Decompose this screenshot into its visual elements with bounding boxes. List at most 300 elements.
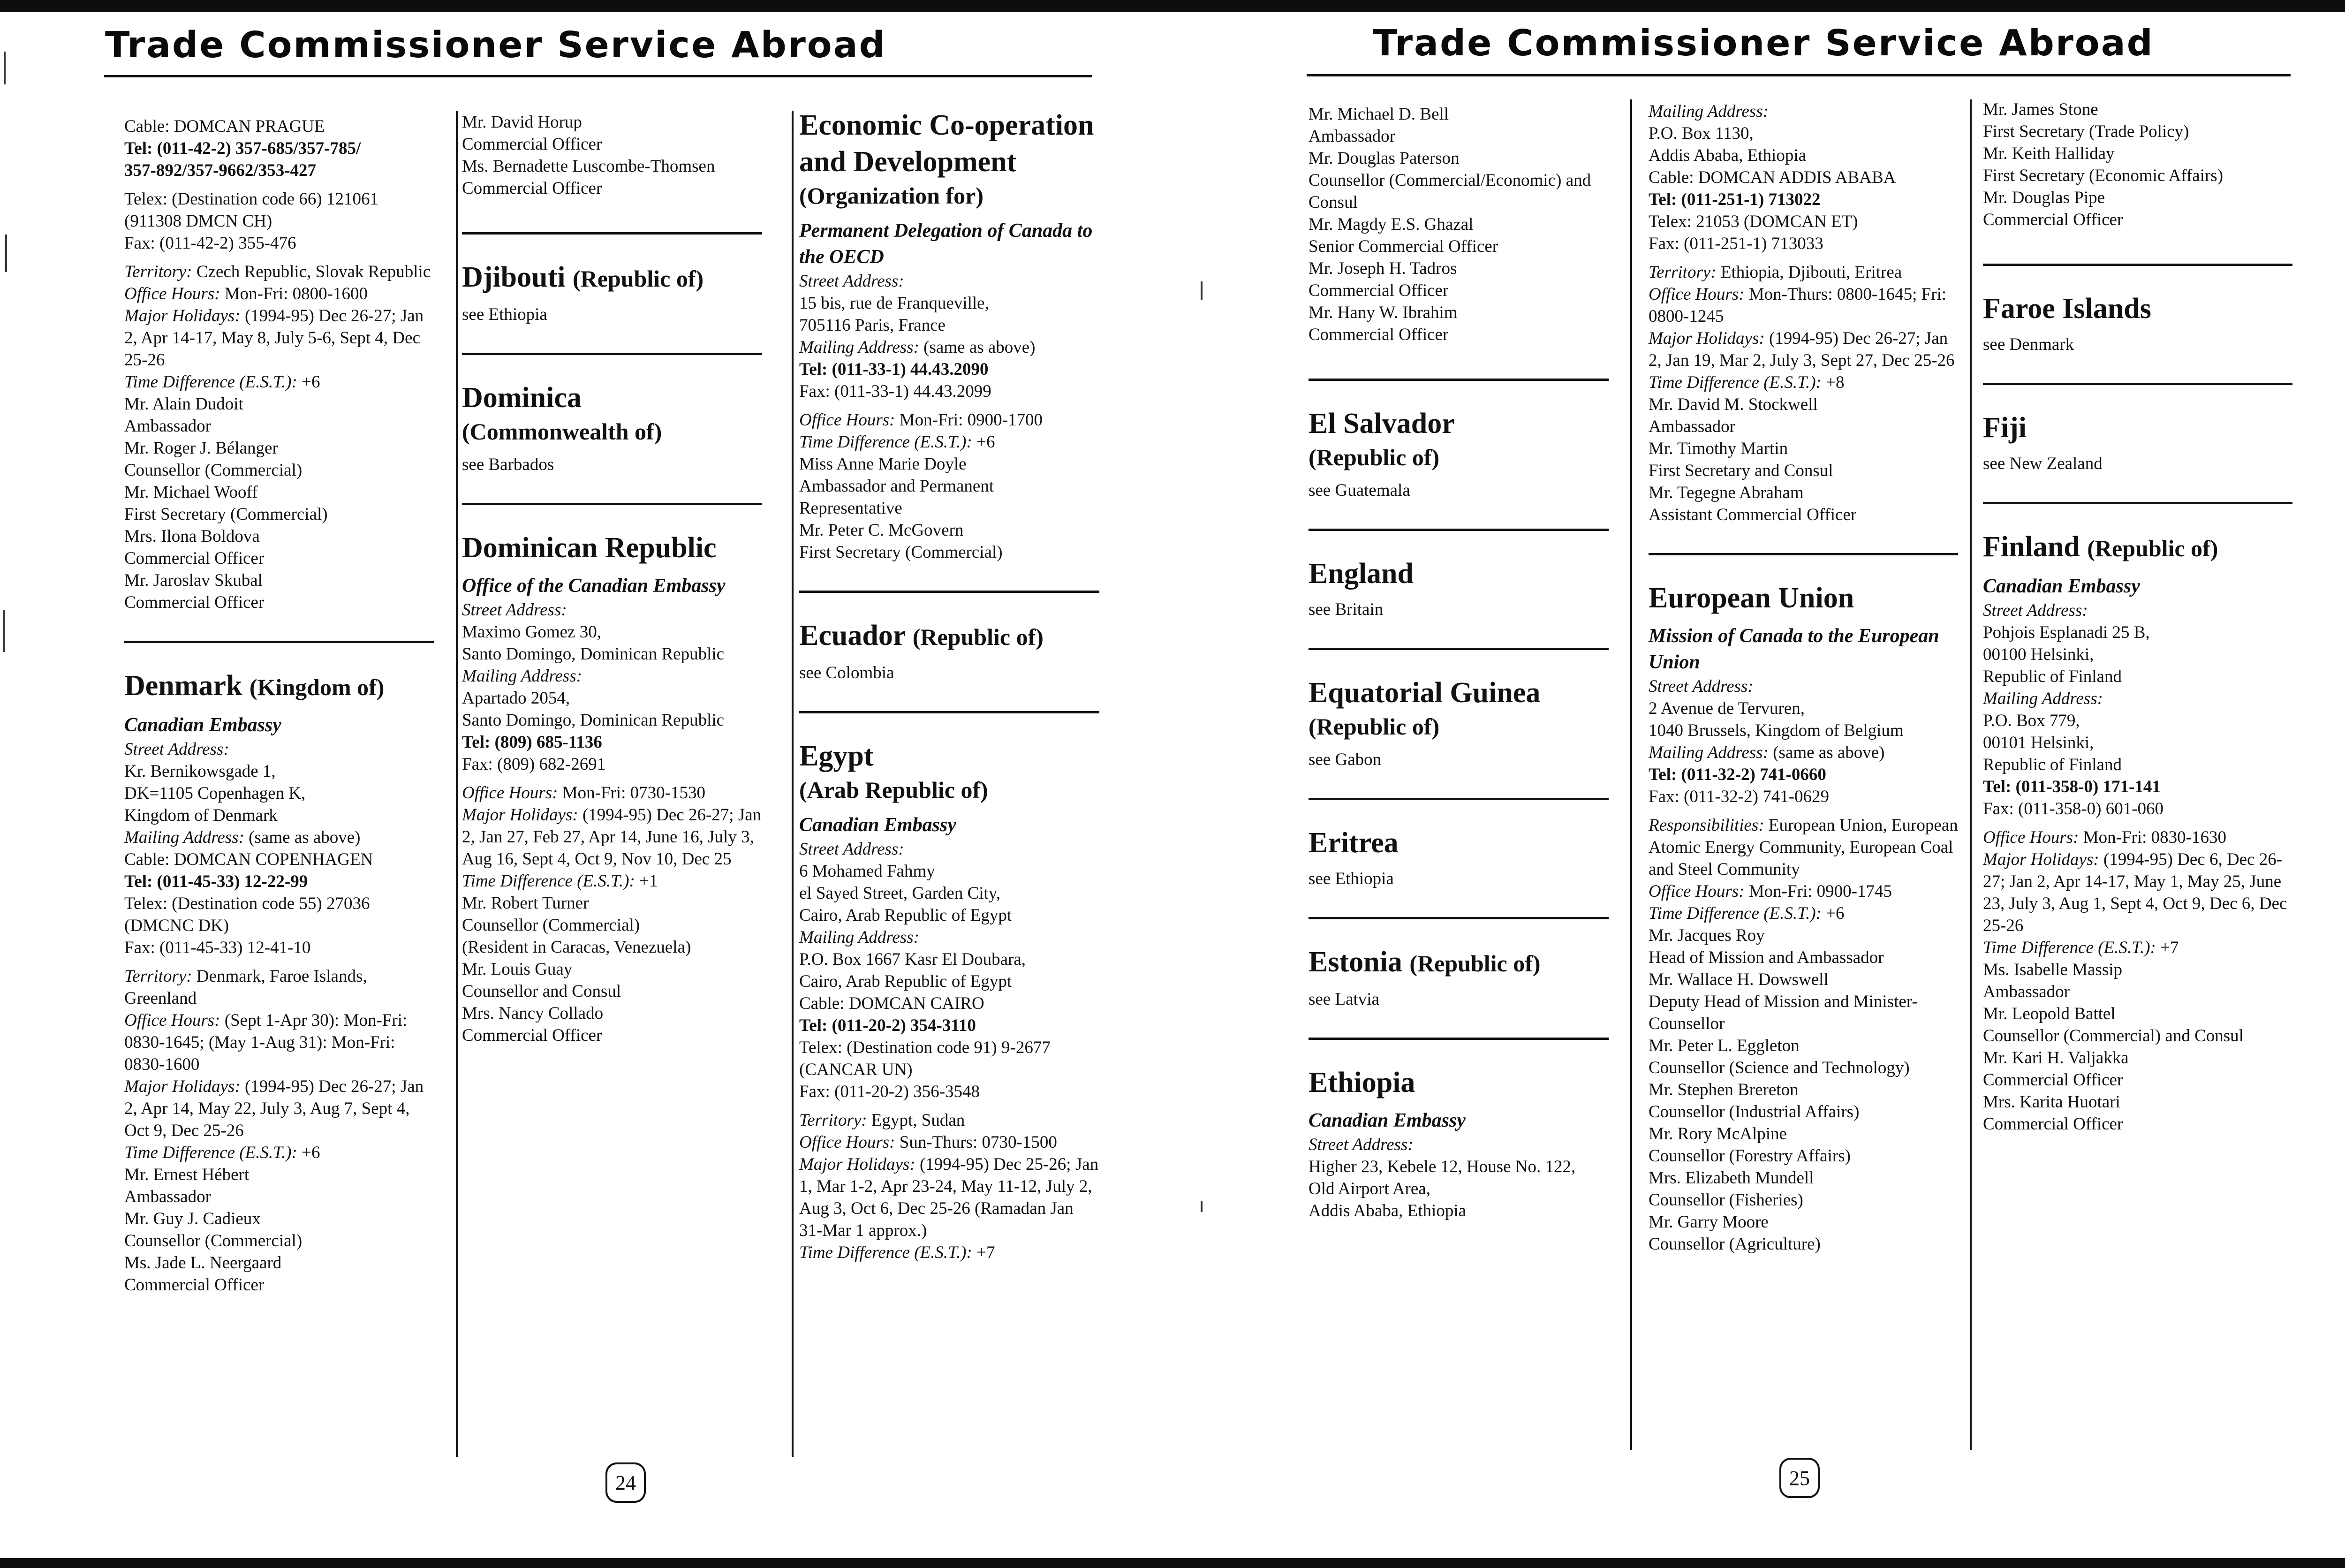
cross-reference: see Colombia	[799, 663, 894, 682]
staff-title: Counsellor (Commercial)	[462, 916, 640, 935]
staff-title: Assistant Commercial Officer	[1649, 505, 1857, 524]
staff-entry	[462, 155, 762, 199]
field-value-line: Cairo, Arab Republic of Egypt	[799, 906, 1012, 925]
field	[124, 261, 434, 283]
field-value: Czech Republic, Slovak Republic	[196, 262, 431, 281]
field-label: Office Hours:	[462, 783, 558, 803]
section-rule	[1309, 379, 1609, 381]
contact-line: Fax: (011-20-2) 356-3548	[799, 1082, 980, 1101]
field-value: European Union, European Atomic Energy Community, European Coal and Steel Community	[1649, 816, 1958, 879]
scan-mark	[1201, 1201, 1203, 1212]
staff-name: Mr. Garry Moore	[1649, 1212, 1769, 1232]
field-label: Time Difference (E.S.T.):	[1649, 904, 1822, 923]
field	[1983, 826, 2292, 848]
field-value: Mon-Fri: 0900-1700	[899, 410, 1043, 430]
country-name: Ecuador	[799, 620, 906, 651]
field-value-line: Republic of Finland	[1983, 667, 2122, 686]
column-divider	[792, 111, 794, 1457]
field-value: 15 bis, rue de Franqueville,	[799, 294, 989, 313]
staff-name: Mr. Kari H. Valjakka	[1983, 1048, 2129, 1068]
field-label: Mailing Address:	[1983, 689, 2103, 708]
staff-entry	[1309, 302, 1609, 346]
field-value: (Sept 1-Apr 30): Mon-Fri: 0830-1645; (May 1-Aug 31): Mon-Fri: 0830-1600	[124, 1011, 408, 1074]
section-rule	[462, 353, 762, 355]
staff-name: Mr. Keith Halliday	[1983, 144, 2115, 163]
field-value-line: Kingdom of Denmark	[124, 806, 278, 825]
field	[1649, 902, 1958, 924]
field	[799, 1242, 1099, 1264]
field-value: Mon-Fri: 0730-1530	[562, 783, 705, 803]
country-suffix: (Republic of)	[572, 265, 704, 292]
field-value: Higher 23, Kebele 12, House No. 122,	[1309, 1157, 1576, 1176]
field	[799, 409, 1099, 431]
staff-title: First Secretary and Consul	[1649, 461, 1833, 480]
field-value: (same as above)	[1773, 743, 1885, 762]
field-value: 2 Avenue de Tervuren,	[1649, 699, 1805, 718]
staff-entry	[124, 481, 434, 525]
cross-reference: see Ethiopia	[1309, 869, 1394, 888]
staff-entry	[1649, 438, 1958, 482]
column-2	[462, 111, 762, 1046]
staff-entry	[1649, 1035, 1958, 1079]
column-1	[124, 115, 434, 1296]
field-value: Denmark, Faroe Islands, Greenland	[124, 967, 367, 1008]
field-value-line: 00101 Helsinki,	[1983, 733, 2094, 752]
staff-title: Deputy Head of Mission and Minister-Counsellor	[1649, 992, 1918, 1033]
staff-name: Mr. Wallace H. Dowswell	[1649, 970, 1829, 989]
country-name: Egypt	[799, 740, 874, 772]
staff-title: Counsellor (Commercial) and Consul	[1983, 1026, 2244, 1045]
contact-line: 357-892/357-9662/353-427	[124, 161, 317, 180]
field	[1649, 814, 1958, 880]
contact-line: Tel: (011-20-2) 354-3110	[799, 1016, 976, 1035]
staff-entry	[1649, 1123, 1958, 1167]
field-value: (1994-95) Dec 26-27; Jan 2, Apr 14-17, May 8, July 5-6, Sept 4, Dec 25-26	[124, 306, 424, 370]
field-label: Mailing Address:	[1649, 743, 1769, 762]
staff-name: Mr. David Horup	[462, 113, 582, 132]
section-rule	[1309, 1038, 1609, 1040]
staff-entry	[1983, 959, 2292, 1003]
country-name: El Salvador	[1309, 408, 1455, 439]
field	[1649, 880, 1958, 902]
staff-title: Counsellor (Fisheries)	[1649, 1190, 1803, 1210]
country-heading	[1983, 290, 2292, 327]
field-value: Egypt, Sudan	[871, 1111, 965, 1130]
country-name: Ethiopia	[1309, 1067, 1415, 1098]
column-5	[1649, 100, 1958, 1255]
staff-name: Mr. Stephen Brereton	[1649, 1080, 1799, 1099]
staff-name: Mrs. Elizabeth Mundell	[1649, 1168, 1814, 1188]
section-rule	[124, 641, 434, 643]
section-rule	[1309, 529, 1609, 531]
staff-entry	[799, 519, 1099, 563]
field-label: Time Difference (E.S.T.):	[1983, 938, 2156, 957]
section-rule	[462, 232, 762, 235]
field-value: +6	[1826, 904, 1845, 923]
field-label: Office Hours:	[124, 1011, 220, 1030]
staff-entry	[1649, 1079, 1958, 1123]
staff-title: Commercial Officer	[124, 549, 265, 568]
staff-name: Mr. Joseph H. Tadros	[1309, 259, 1457, 278]
staff-title: Senior Commercial Officer	[1309, 237, 1498, 256]
staff-name: Mr. Peter C. McGovern	[799, 521, 964, 540]
country-heading	[799, 738, 1099, 805]
staff-name: Ms. Bernadette Luscombe-Thomsen	[462, 157, 715, 176]
staff-title: Head of Mission and Ambassador	[1649, 948, 1884, 967]
field	[462, 782, 762, 804]
staff-entry	[1309, 258, 1609, 302]
cross-reference: see Barbados	[462, 455, 554, 474]
column-divider	[456, 111, 458, 1457]
field	[799, 1153, 1099, 1242]
country-subtitle: (Organization for)	[799, 182, 983, 209]
field	[124, 1009, 434, 1076]
field	[124, 305, 434, 371]
contact-line: Tel: (011-358-0) 171-141	[1983, 777, 2161, 796]
country-heading	[1309, 674, 1609, 742]
staff-note: (Resident in Caracas, Venezuela)	[462, 938, 691, 957]
field-value: +6	[302, 1143, 320, 1162]
field-label: Mailing Address:	[462, 667, 582, 686]
contact-line: Cable: DOMCAN COPENHAGEN	[124, 850, 373, 869]
field-value-line: Republic of Finland	[1983, 755, 2122, 774]
staff-entry	[1649, 482, 1958, 526]
staff-title: Ambassador	[1649, 417, 1735, 436]
staff-title: Commercial Officer	[1309, 281, 1449, 300]
field-label: Street Address:	[799, 840, 904, 859]
field-value: +7	[2160, 938, 2179, 957]
staff-entry	[124, 1252, 434, 1296]
field-value: (1994-95) Dec 25-26; Jan 1, Mar 1-2, Apr 23-24, May 11-12, July 2, Aug 3, Oct 6, Dec 25-26 (Ramadan Jan 31-Mar 1 approx.)	[799, 1155, 1099, 1240]
country-name: Denmark	[124, 670, 242, 702]
country-heading	[462, 379, 762, 447]
staff-entry	[124, 437, 434, 481]
field-value: (same as above)	[923, 338, 1036, 357]
contact-line: (DMCNC DK)	[124, 916, 229, 935]
field	[462, 599, 762, 665]
contact-line: Fax: (809) 682-2691	[462, 755, 606, 774]
field-value: +6	[302, 372, 320, 392]
field-label: Territory:	[1649, 263, 1717, 282]
staff-title: Commercial Officer	[124, 1275, 265, 1295]
cross-reference: see Latvia	[1309, 990, 1379, 1009]
field-label: Mailing Address:	[124, 828, 244, 847]
field	[799, 270, 1099, 336]
contact-line: Fax: (011-251-1) 713033	[1649, 234, 1823, 253]
country-heading	[1309, 944, 1609, 982]
field-value-line: 705116 Paris, France	[799, 316, 946, 335]
staff-entry	[124, 569, 434, 614]
staff-title: First Secretary (Commercial)	[799, 543, 1003, 562]
field	[1983, 688, 2292, 776]
scan-edge-bottom	[0, 1558, 2345, 1568]
field	[1649, 283, 1958, 327]
field-label: Responsibilities:	[1649, 816, 1764, 835]
section-rule	[1309, 917, 1609, 919]
section-rule	[1649, 553, 1958, 555]
country-name: Faroe Islands	[1983, 293, 2151, 325]
staff-title: Ambassador and Permanent Representative	[799, 477, 994, 518]
field-value: Sun-Thurs: 0730-1500	[899, 1133, 1057, 1152]
field	[124, 283, 434, 305]
staff-entry	[1649, 1167, 1958, 1211]
field-value: +1	[639, 871, 658, 891]
field-label: Office Hours:	[1649, 882, 1745, 901]
contact-line: Cable: DOMCAN PRAGUE	[124, 117, 325, 136]
staff-entry	[462, 1002, 762, 1046]
field	[799, 926, 1099, 992]
cross-reference: see Gabon	[1309, 750, 1382, 769]
field	[124, 826, 434, 848]
staff-entry	[124, 393, 434, 437]
staff-name: Mr. Robert Turner	[462, 894, 589, 913]
office-name: Mission of Canada to the European Union	[1649, 625, 1939, 673]
cross-reference: see Britain	[1309, 600, 1384, 619]
field	[1983, 937, 2292, 959]
field	[1983, 599, 2292, 688]
field	[799, 1109, 1099, 1131]
staff-title: Commercial Officer	[462, 135, 602, 154]
field-label: Office Hours:	[1649, 285, 1745, 304]
scan-mark	[1201, 281, 1203, 300]
field-label: Time Difference (E.S.T.):	[1649, 373, 1822, 392]
column-4	[1309, 103, 1609, 1222]
staff-entry	[1649, 924, 1958, 969]
contact-line: Tel: (011-251-1) 713022	[1649, 190, 1821, 209]
left-header-rule	[104, 75, 1092, 77]
staff-entry	[1983, 1003, 2292, 1047]
field	[124, 738, 434, 826]
contact-line: Tel: (011-32-2) 741-0660	[1649, 765, 1826, 784]
office-name: Canadian Embassy	[799, 814, 956, 836]
country-name: Estonia	[1309, 946, 1402, 978]
staff-entry	[1983, 98, 2292, 143]
field-label: Major Holidays:	[1649, 329, 1765, 348]
staff-name: Mr. Timothy Martin	[1649, 439, 1788, 458]
column-divider	[1970, 99, 1972, 1450]
contact-line: (CANCAR UN)	[799, 1060, 913, 1079]
country-heading	[1983, 409, 2292, 446]
field	[799, 431, 1099, 453]
office-name: Canadian Embassy	[124, 714, 281, 736]
field-value: Kr. Bernikowsgade 1,	[124, 762, 276, 781]
field-label: Street Address:	[799, 272, 904, 291]
section-rule	[799, 591, 1099, 593]
page-number-right: 25	[1779, 1458, 1820, 1498]
field	[799, 838, 1099, 926]
country-heading	[1309, 1064, 1609, 1101]
staff-title: Commercial Officer	[1309, 325, 1449, 344]
field-value: Apartado 2054,	[462, 689, 570, 708]
field-label: Major Holidays:	[124, 1077, 241, 1096]
field-value-line: Santo Domingo, Dominican Republic	[462, 711, 725, 730]
staff-name: Mrs. Ilona Boldova	[124, 527, 260, 546]
contact-line: Fax: (011-358-0) 601-060	[1983, 799, 2164, 818]
contact-line: Telex: 21053 (DOMCAN ET)	[1649, 212, 1858, 231]
field-value-line: Addis Ababa, Ethiopia	[1309, 1201, 1467, 1220]
staff-title: Counsellor (Forestry Affairs)	[1649, 1146, 1851, 1166]
staff-title: Commercial Officer	[1983, 210, 2123, 229]
staff-title: Counsellor (Agriculture)	[1649, 1235, 1821, 1254]
field-value-line: el Sayed Street, Garden City,	[799, 884, 1001, 903]
field-label: Major Holidays:	[1983, 850, 2099, 869]
country-heading	[1309, 825, 1609, 861]
staff-entry	[462, 111, 762, 155]
staff-name: Mr. Peter L. Eggleton	[1649, 1036, 1800, 1055]
section-rule	[1983, 264, 2292, 266]
staff-name: Ms. Jade L. Neergaard	[124, 1253, 282, 1273]
office-name: Canadian Embassy	[1983, 576, 2140, 597]
country-suffix: (Republic of)	[2087, 535, 2218, 561]
field	[1309, 1134, 1609, 1222]
field-value: P.O. Box 1667 Kasr El Doubara,	[799, 950, 1026, 969]
staff-name: Mr. Rory McAlpine	[1649, 1124, 1787, 1144]
field-label: Major Holidays:	[462, 805, 578, 825]
country-suffix: (Kingdom of)	[249, 674, 385, 700]
field-value: (1994-95) Dec 26-27; Jan 2, Jan 19, Mar 2, July 3, Sept 27, Dec 25-26	[1649, 329, 1955, 370]
contact-line: Telex: (Destination code 66) 121061	[124, 189, 378, 209]
field-label: Time Difference (E.S.T.):	[799, 432, 972, 452]
field-label: Mailing Address:	[1649, 102, 1769, 121]
country-name: Dominica	[462, 382, 582, 414]
contact-line: Cable: DOMCAN CAIRO	[799, 994, 984, 1013]
field-value: P.O. Box 779,	[1983, 711, 2080, 730]
staff-entry	[1649, 969, 1958, 1035]
field-value-line: 1040 Brussels, Kingdom of Belgium	[1649, 721, 1904, 740]
field-label: Territory:	[124, 262, 192, 281]
field-value: Ethiopia, Djibouti, Eritrea	[1720, 263, 1902, 282]
field-value: (1994-95) Dec 6, Dec 26-27; Jan 2, Apr 14-17, May 1, May 25, June 23, July 3, Aug 1, Sept 4, Oct 9, Dec 6, Dec 25-26	[1983, 850, 2287, 935]
staff-name: Mr. Douglas Pipe	[1983, 188, 2105, 207]
contact-line: Fax: (011-45-33) 12-41-10	[124, 938, 311, 957]
staff-title: Commercial Officer	[1983, 1114, 2123, 1134]
staff-entry	[1309, 147, 1609, 213]
office-name: Canadian Embassy	[1309, 1110, 1466, 1131]
staff-name: Mrs. Nancy Collado	[462, 1004, 604, 1023]
country-heading	[462, 530, 762, 566]
office-name: Office of the Canadian Embassy	[462, 575, 726, 597]
field-label: Office Hours:	[124, 284, 220, 303]
staff-name: Mr. Louis Guay	[462, 960, 573, 979]
right-header-rule	[1307, 74, 2291, 76]
cross-reference: see Guatemala	[1309, 481, 1410, 500]
staff-title: Counsellor (Commercial)	[124, 1231, 303, 1250]
field	[799, 1131, 1099, 1153]
field-value: (1994-95) Dec 26-27; Jan 2, Jan 27, Feb 27, Apr 14, June 16, July 3, Aug 16, Sept 4, Oct 9, Nov 10, Dec 25	[462, 805, 762, 869]
field-label: Major Holidays:	[124, 306, 241, 326]
staff-name: Mr. Leopold Battel	[1983, 1004, 2116, 1023]
staff-entry	[462, 958, 762, 1002]
country-name: England	[1309, 558, 1414, 590]
staff-entry	[124, 525, 434, 569]
field-value-line: Santo Domingo, Dominican Republic	[462, 644, 725, 664]
field-label: Street Address:	[1309, 1135, 1414, 1154]
field	[1649, 742, 1958, 764]
field	[1649, 371, 1958, 394]
staff-entry	[1983, 1091, 2292, 1135]
field-value: +8	[1826, 373, 1845, 392]
contact-line: Telex: (Destination code 55) 27036	[124, 894, 370, 913]
field-value-line: Cairo, Arab Republic of Egypt	[799, 972, 1012, 991]
staff-title: Commercial Officer	[124, 593, 265, 612]
staff-name: Mr. Guy J. Cadieux	[124, 1209, 261, 1228]
field	[124, 371, 434, 393]
field-value: Mon-Thurs: 0800-1645; Fri: 0800-1245	[1649, 285, 1947, 326]
staff-title: Ambassador	[124, 1187, 211, 1206]
country-name: European Union	[1649, 582, 1854, 614]
staff-title: Ambassador	[124, 417, 211, 436]
staff-entry	[1983, 1047, 2292, 1091]
field	[1649, 261, 1958, 283]
field-label: Mailing Address:	[799, 338, 919, 357]
country-subtitle: (Republic of)	[1309, 444, 1440, 470]
field-value: Maximo Gomez 30,	[462, 622, 601, 642]
staff-title: Ambassador	[1309, 127, 1395, 146]
staff-name: Mr. Ernest Hébert	[124, 1165, 250, 1184]
country-subtitle: (Arab Republic of)	[799, 777, 988, 803]
staff-title: Counsellor (Commercial)	[124, 461, 303, 480]
field	[462, 870, 762, 892]
staff-title: Counsellor and Consul	[462, 982, 621, 1001]
field-label: Street Address:	[1983, 601, 2088, 620]
field-value: (1994-95) Dec 26-27; Jan 2, Apr 14, May 22, July 3, Aug 7, Sept 4, Oct 9, Dec 25-26	[124, 1077, 424, 1140]
field-label: Territory:	[124, 967, 192, 986]
contact-line: Tel: (011-33-1) 44.43.2090	[799, 360, 989, 379]
staff-entry	[124, 1164, 434, 1208]
staff-title: Ambassador	[1983, 982, 2070, 1001]
field	[799, 336, 1099, 358]
staff-entry	[1983, 143, 2292, 187]
field	[124, 1142, 434, 1164]
field-value: +7	[976, 1243, 995, 1262]
field-value-line: Old Airport Area,	[1309, 1179, 1430, 1198]
field-value: Mon-Fri: 0800-1600	[224, 284, 368, 303]
country-name: Finland	[1983, 531, 2080, 563]
contact-line: Fax: (011-33-1) 44.43.2099	[799, 382, 991, 401]
field-label: Major Holidays:	[799, 1155, 915, 1174]
field-value-line: DK=1105 Copenhagen K,	[124, 784, 306, 803]
staff-name: Mr. Douglas Paterson	[1309, 149, 1460, 168]
staff-title: Counsellor (Commercial/Economic) and Consul	[1309, 171, 1591, 212]
field	[1649, 100, 1958, 167]
staff-title: Counsellor (Industrial Affairs)	[1649, 1102, 1860, 1121]
field-label: Territory:	[799, 1111, 867, 1130]
staff-title: Commercial Officer	[1983, 1070, 2123, 1090]
contact-line: Tel: (011-45-33) 12-22-99	[124, 872, 308, 891]
scan-edge-top	[0, 0, 2345, 12]
field-value: (same as above)	[249, 828, 361, 847]
staff-name: Miss Anne Marie Doyle	[799, 454, 967, 474]
staff-title: Counsellor (Science and Technology)	[1649, 1058, 1910, 1077]
country-subtitle: (Commonwealth of)	[462, 418, 662, 445]
page-number-left: 24	[605, 1462, 646, 1503]
contact-line: Fax: (011-32-2) 741-0629	[1649, 787, 1830, 806]
staff-entry	[1309, 213, 1609, 258]
scan-mark	[5, 235, 7, 272]
field-label: Time Difference (E.S.T.):	[799, 1243, 972, 1262]
country-heading	[799, 107, 1099, 211]
office-name: Permanent Delegation of Canada to the OECD	[799, 220, 1093, 268]
contact-line: Tel: (011-42-2) 357-685/357-785/	[124, 139, 361, 158]
field-label: Office Hours:	[799, 1133, 895, 1152]
country-suffix: (Republic of)	[1409, 950, 1541, 977]
staff-entry	[799, 453, 1099, 519]
right-page-header: Trade Commissioner Service Abroad	[1373, 23, 2154, 64]
country-heading	[799, 617, 1099, 655]
field-label: Time Difference (E.S.T.):	[462, 871, 635, 891]
contact-line: Tel: (809) 685-1136	[462, 733, 602, 752]
country-name: Djibouti	[462, 261, 566, 293]
